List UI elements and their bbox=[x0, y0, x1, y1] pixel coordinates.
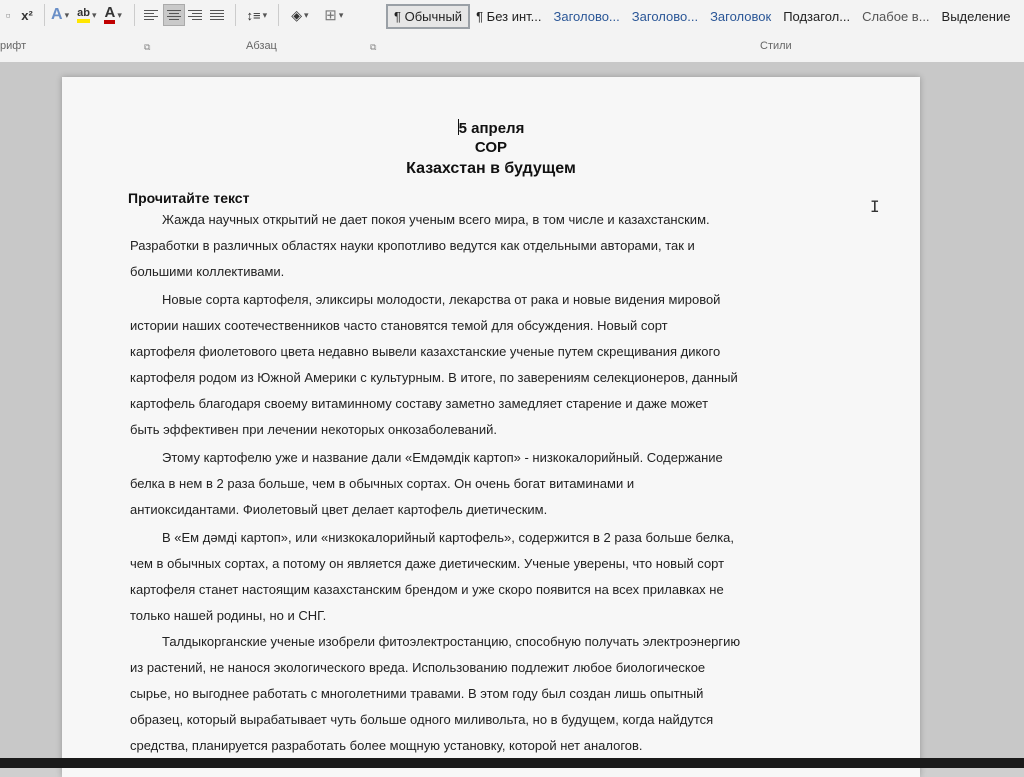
paragraph-line: средства, планируется разработать более мощную установку, которой нет аналогов. bbox=[130, 738, 643, 753]
paragraph-line: быть эффективен при лечении некоторых онкозаболеваний. bbox=[130, 422, 497, 437]
paragraph-line: только нашей родины, но и СНГ. bbox=[130, 608, 327, 623]
document-title: Казахстан в будущем bbox=[406, 160, 576, 177]
paragraph-line: образец, который вырабатывает чуть больше одного миливольта, но в будущем, когда найдутся bbox=[130, 712, 714, 727]
paragraph-line: истории наших соотечественников часто становятся темой для обсуждения. Новый сорт bbox=[130, 318, 668, 333]
taskbar bbox=[0, 758, 1024, 768]
borders-button[interactable] bbox=[319, 4, 349, 26]
paragraph-line: Этому картофелю уже и название дали «Емдәмдік картоп» - низкокалорийный. Содержание bbox=[162, 450, 723, 465]
paint-bucket-icon: ◈ bbox=[291, 6, 302, 23]
ribbon bbox=[0, 0, 1024, 63]
align-center-button[interactable] bbox=[163, 4, 185, 26]
paragraph-2 bbox=[130, 287, 858, 443]
divider bbox=[278, 4, 279, 26]
document-page[interactable] bbox=[62, 77, 920, 777]
style-heading-2[interactable]: Заголово... bbox=[631, 8, 699, 24]
highlighter-icon: ab bbox=[77, 7, 90, 23]
paragraph-line: из растений, не нанося экологического вреда. Использованию подлежит любое биологическое bbox=[130, 660, 706, 675]
divider bbox=[134, 4, 135, 26]
paragraph-4 bbox=[130, 525, 858, 629]
text-effects-icon: A bbox=[51, 6, 63, 23]
styles-gallery bbox=[386, 2, 1024, 30]
style-title[interactable]: Заголовок bbox=[710, 8, 772, 24]
paragraph-line: Разработки в различных областях науки кропотливо ведутся как отдельными авторами, так и bbox=[130, 238, 695, 253]
align-right-button[interactable] bbox=[185, 4, 207, 26]
paragraph-dialog-launcher-icon[interactable]: ⧉ bbox=[370, 42, 377, 52]
font-color-button[interactable] bbox=[104, 4, 121, 26]
paragraph-line: картофеля станет настоящим казахстанским брендом и уже скоро появится на всех прилавках не bbox=[130, 582, 724, 597]
instruction-text: Прочитайте текст bbox=[128, 190, 250, 206]
paragraph-line: Талдыкорганские ученые изобрели фитоэлектростанцию, способную получать электроэнергию bbox=[162, 634, 741, 649]
paragraph-1 bbox=[130, 207, 858, 285]
paragraph-line: Новые сорта картофеля, эликсиры молодости, лекарства от рака и новые видения мировой bbox=[162, 292, 721, 307]
paragraph-line: антиоксидантами. Фиолетовый цвет делает картофель диетическим. bbox=[130, 502, 548, 517]
divider bbox=[44, 4, 45, 26]
paragraph-line: большими коллективами. bbox=[130, 264, 285, 279]
text-effects-button[interactable] bbox=[51, 4, 69, 26]
paragraph-3 bbox=[130, 445, 858, 523]
paragraph-group-label: Абзац bbox=[246, 40, 277, 52]
paragraph-line: чем в обычных сортах, а потому он является даже диетическим. Ученые уверены, что новый сорт bbox=[130, 556, 725, 571]
document-area[interactable] bbox=[0, 63, 1024, 768]
style-normal[interactable]: ¶ Обычный bbox=[386, 4, 470, 29]
font-color-icon: A bbox=[104, 6, 115, 24]
styles-group-label: Стили bbox=[760, 40, 792, 52]
paragraph-line: картофеля родом из Южной Америки с культурным. В итоге, по заверениям селекционеров, данный bbox=[130, 370, 738, 385]
style-subtitle[interactable]: Подзагол... bbox=[783, 8, 851, 24]
paragraph-line: картофель благодаря своему витаминному составу заметно замедляет старение и даже может bbox=[130, 396, 709, 411]
shading-button[interactable] bbox=[285, 4, 315, 26]
paragraph-5 bbox=[130, 629, 858, 759]
align-left-button[interactable] bbox=[141, 4, 163, 26]
format-icon[interactable]: ▫ bbox=[5, 7, 11, 23]
line-spacing-button[interactable] bbox=[242, 4, 272, 26]
align-justify-button[interactable] bbox=[207, 4, 229, 26]
paragraph-line: сырье, но выгоднее работать с многолетними травами. В этом году был создан лишь опытный bbox=[130, 686, 704, 701]
highlight-button[interactable] bbox=[77, 4, 96, 26]
divider bbox=[235, 4, 236, 26]
borders-icon: ⊞ bbox=[324, 7, 337, 24]
style-heading-1[interactable]: Заголово... bbox=[553, 8, 620, 24]
paragraph-line: белка в нем в 2 раза больше, чем в обычных сортах. Он очень богат витаминами и bbox=[130, 476, 635, 491]
style-subtle-emphasis[interactable]: Слабое в... bbox=[862, 8, 930, 24]
style-no-spacing[interactable]: ¶ Без инт... bbox=[476, 8, 542, 24]
font-group-label: рифт bbox=[0, 40, 27, 52]
ribbon-font-paragraph-row bbox=[0, 2, 349, 28]
paragraph-line: картофеля фиолетового цвета недавно вывели казахстанские ученые путем скрещивания дикого bbox=[130, 344, 721, 359]
sor-heading: СОР bbox=[474, 139, 508, 156]
paragraph-line: Жажда научных открытий не дает покоя ученым всего мира, в том числе и казахстанским. bbox=[162, 212, 710, 227]
style-emphasis[interactable]: Выделение bbox=[941, 8, 1011, 24]
date-text: 5 апреля bbox=[458, 120, 525, 137]
superscript-button[interactable]: x² bbox=[21, 7, 33, 23]
font-dialog-launcher-icon[interactable]: ⧉ bbox=[144, 42, 151, 52]
mouse-ibeam-icon: I bbox=[870, 197, 880, 216]
line-spacing-icon: ↕≡ bbox=[246, 7, 261, 23]
date-heading bbox=[62, 119, 920, 137]
paragraph-line: В «Ем дәмді картоп», или «низкокалорийный картофель», содержится в 2 раза больше белка, bbox=[162, 530, 735, 545]
